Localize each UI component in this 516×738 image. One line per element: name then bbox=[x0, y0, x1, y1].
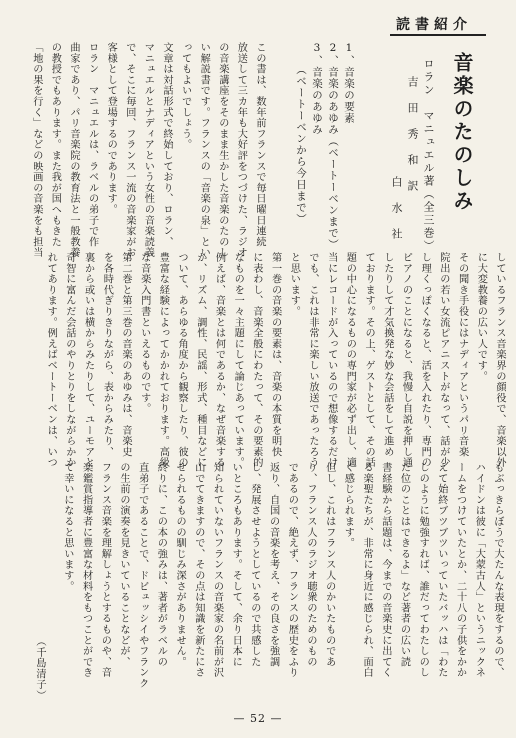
text-column: 山でてきますので、その点は知識を新たにさ bbox=[192, 462, 204, 678]
text-column: 例えば、音楽とは何であるか、なぜ音楽する bbox=[213, 252, 225, 468]
text-column: る楽聖たちが、非常に身近に感じられ、面白 bbox=[361, 462, 373, 678]
text-column: に大変教養の広い人です。 bbox=[475, 252, 487, 382]
text-column: か、リズム、調性、民謡、形式、種目などに bbox=[194, 252, 206, 468]
text-column: しのように勉強すれば、誰だってわたしのし bbox=[417, 462, 429, 678]
text-column: この書は、数年前フランスで毎日曜日連続 bbox=[254, 42, 265, 248]
text-column: ームをつけていたとか、二十八の子供をかか bbox=[454, 462, 466, 678]
text-column: マニュエルとナディアという女性の音楽読義 bbox=[142, 42, 154, 258]
text-column: ってもよいでしょう。 bbox=[179, 42, 191, 150]
text-column: 奇智に富んだ会話のやりとりをしながらかか bbox=[63, 252, 75, 468]
reviewer-credit: （千島清子） bbox=[34, 636, 45, 701]
text-column: せられるものの馴じみ深さがありません。 bbox=[174, 462, 186, 668]
text-column: り、フランス人のラジオ聴衆のためのもの bbox=[305, 462, 316, 668]
text-column: 当にレコードが入っているので想像するだけ bbox=[325, 252, 337, 468]
text-column: 返り、自国の音楽を考え、その良さを強調 bbox=[267, 462, 279, 668]
text-column: フランス音楽を理解しょうとするものや、音 bbox=[99, 462, 111, 678]
text-column: 第一巻の音楽の要素は、音楽の本質を明快 bbox=[269, 252, 281, 458]
text-column: 客様として登場するのであります。 bbox=[105, 42, 117, 215]
text-column: 楽鑑賞指導者に豊富な材料をもつことができ bbox=[80, 462, 92, 678]
text-column: 豊富な経験によってかかれております。高級 bbox=[157, 252, 169, 468]
text-column: ております。その上、ゲストとして、その話 bbox=[363, 252, 375, 468]
text-column: であるので、絶えず、フランスの歴史をふり bbox=[286, 462, 298, 678]
text-column: 題の中心になるものの専門家が必ず出し、適 bbox=[344, 252, 356, 468]
text-column: し、発展させようとしているので共感した bbox=[248, 462, 260, 668]
volume-item: 1、音楽の要素 bbox=[343, 42, 355, 124]
text-column: なものを一々主題にして論じあっています。 bbox=[232, 252, 244, 468]
text-column: の生前の演奏を見きいていることなどが、 bbox=[118, 462, 129, 668]
publisher: 白 水 社 bbox=[390, 176, 403, 241]
text-column: 直弟子であることで、ドビュッシイやフランク bbox=[136, 462, 148, 689]
text-column: て幸いになると思います。 bbox=[61, 462, 73, 592]
text-column: 「地の果を行く」などの映画の音楽をも担当 bbox=[30, 42, 42, 258]
text-column: その聞き手役にはナディアというパリ音楽 bbox=[456, 252, 468, 458]
text-column: 曲家であり、パリ音楽院の教育法と一般教養 bbox=[68, 42, 79, 258]
text-column: でも、これは非常に楽しい放送であったろう bbox=[307, 252, 318, 468]
text-column: えて始終ブツブツいっていたバッハは「わた bbox=[435, 462, 447, 678]
author-line: ロラン マニュエル著（全三巻） bbox=[422, 58, 435, 253]
text-column: ついて、あらゆる角度から観察したり、彼の bbox=[176, 252, 188, 468]
text-column: を各時代ぎりきりながら、表からみたり、 bbox=[101, 252, 113, 458]
text-column: な音楽入門書といえるものです。 bbox=[138, 252, 150, 414]
text-column: に表わし、音楽全般にわたって、その要素的 bbox=[250, 252, 262, 468]
text-column: 文章は対話形式で終始しており、ロラン、 bbox=[161, 42, 172, 248]
volume-item: 2、音楽のあゆみ（ベートーベンまで） bbox=[327, 42, 339, 251]
text-column: と思います。 bbox=[288, 252, 300, 317]
text-column: の教授でもあります。また我が国へもきた bbox=[49, 42, 61, 248]
text-column: た位のことはできるよ」など著者の広い読 bbox=[398, 462, 410, 668]
text-column: 裏から或いは横からみたりして、ユーモアと bbox=[82, 252, 94, 468]
text-column: もぶっきらぼうで大たんな表現をするので、 bbox=[492, 462, 503, 678]
text-column: の音楽講座をそのまま生かした音楽のたのし bbox=[216, 42, 228, 258]
section-label: 読書紹介 bbox=[396, 17, 472, 33]
text-column: 放送して三カ年も大好評をつづけた、ラジオ bbox=[235, 42, 247, 258]
text-column: いところもあります。そして、余り日本に bbox=[230, 462, 242, 668]
text-column: 終りに、この本の強みは、著者がラベルの bbox=[155, 462, 167, 668]
text-column: 院出の若い女流ピアニストがなって、話が少 bbox=[437, 252, 449, 468]
text-column: ロラン マニュエルは、ラベルの弟子で作 bbox=[86, 42, 98, 248]
translator-line: 吉 田 秀 和 訳 bbox=[406, 76, 419, 193]
text-column: ピアノのことになると、我慢し自説を押し通 bbox=[400, 252, 412, 468]
text-column: したりして才気換発な妙な会話をして進め bbox=[381, 252, 393, 458]
text-column: ハイドンは彼に「大蒙古人」というニックネ bbox=[473, 462, 485, 678]
text-column: く感じられます。 bbox=[342, 462, 354, 549]
text-column: 書経験から話題は、今までの音楽史に出てく bbox=[379, 462, 391, 678]
text-column: 知られていないフランスの音楽家の名前が沢 bbox=[211, 462, 223, 678]
text-column: し理くっぽくなると、活を入れたり、専門の bbox=[419, 252, 431, 468]
text-column: 但し、これはフランス人のかいたものであ bbox=[323, 462, 335, 668]
page-number: — 52 — bbox=[233, 712, 283, 725]
text-column: い解説書です。フランスの「音楽の泉」とい bbox=[198, 42, 210, 258]
book-title: 音楽のたのしみ bbox=[450, 52, 474, 213]
text-column: で、そこに毎回、フランス一流の音楽家がお bbox=[123, 42, 135, 258]
text-column: れてあります。例えばベートーベンは、いつ bbox=[45, 252, 57, 468]
volume-item: （ベートーベンから今日まで） bbox=[295, 64, 307, 225]
volume-item: 3、音楽のあゆみ bbox=[311, 42, 323, 136]
text-column: しているフランス音楽界の顔役で、音楽以外 bbox=[494, 252, 505, 468]
text-column: 第二巻と第三巻の音楽のあゆみは、音楽史 bbox=[120, 252, 131, 458]
